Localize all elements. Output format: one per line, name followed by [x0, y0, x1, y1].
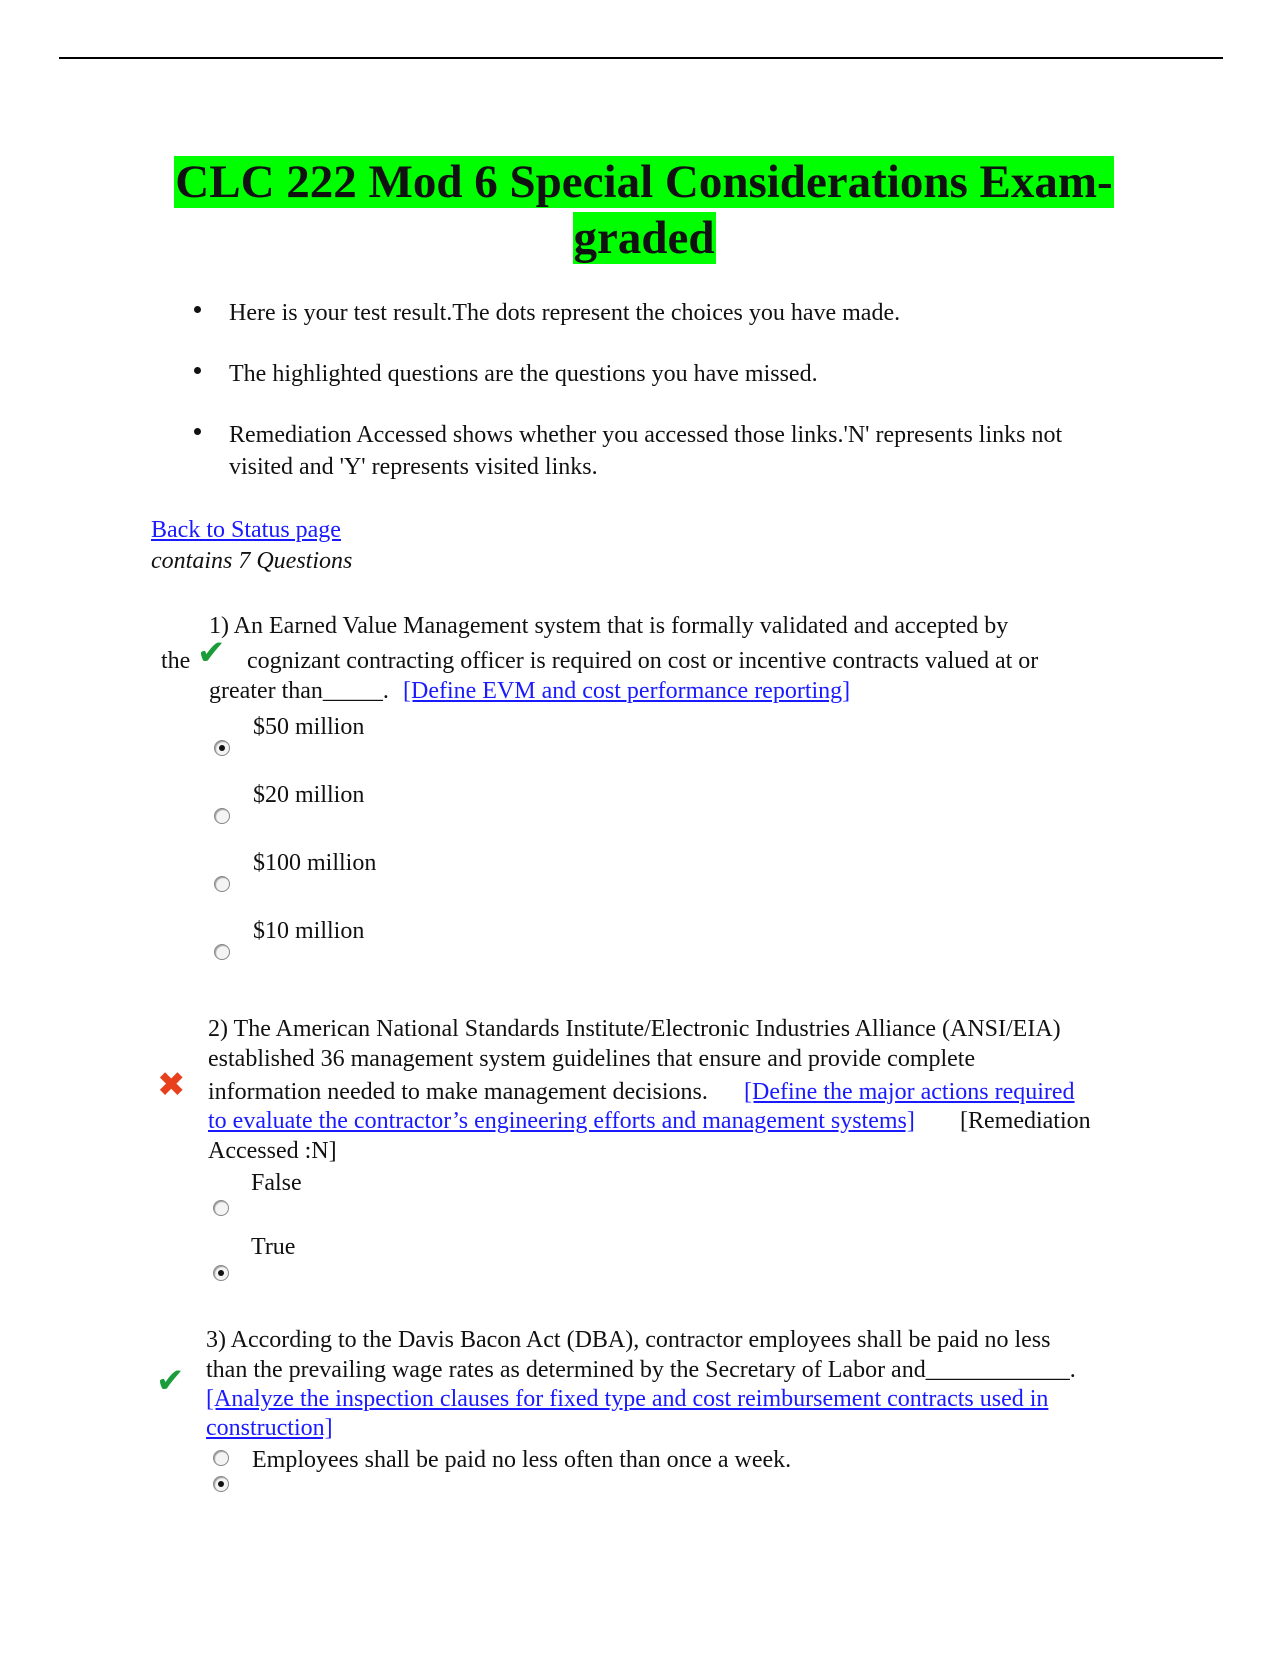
bullet-dot — [194, 428, 201, 435]
info-bullet: Here is your test result.The dots represent the choices you have made. — [229, 300, 901, 326]
q1-text: cognizant contracting officer is required on cost or incentive contracts valued at or — [247, 648, 1039, 674]
q3-option-label: Employees shall be paid no less often than once a week. — [252, 1447, 792, 1473]
q1-option-radio[interactable] — [214, 944, 230, 960]
q3-text: 3) According to the Davis Bacon Act (DBA), contractor employees shall be paid no less — [206, 1327, 1051, 1353]
q2-text: established 36 management system guidelines that ensure and provide complete — [208, 1046, 976, 1072]
q1-text: 1) An Earned Value Management system that is formally validated and accepted by — [209, 613, 1009, 639]
back-to-status-link[interactable]: Back to Status page — [151, 517, 341, 543]
q2-option-radio[interactable] — [213, 1200, 229, 1216]
q2-option-label: False — [251, 1170, 302, 1196]
q2-text: 2) The American National Standards Institute/Electronic Industries Alliance (ANSI/EIA) — [208, 1016, 1061, 1042]
q2-remediation-link[interactable]: [Define the major actions required — [744, 1079, 1075, 1105]
q3-option-radio[interactable] — [213, 1476, 229, 1492]
q3-remediation-link[interactable]: [Analyze the inspection clauses for fixed type and cost reimbursement contracts used in — [206, 1386, 1049, 1412]
q1-option-label: $50 million — [253, 714, 365, 740]
q2-remediation-status-cont: Accessed :N] — [208, 1138, 337, 1164]
check-icon: ✔ — [156, 1361, 185, 1401]
q3-remediation-link-cont[interactable]: construction] — [206, 1415, 333, 1441]
bullet-dot — [194, 367, 201, 374]
q1-option-radio[interactable] — [214, 876, 230, 892]
q2-remediation-status: [Remediation — [960, 1108, 1091, 1134]
q2-text: information needed to make management decisions. — [208, 1079, 708, 1105]
title-text: graded — [573, 212, 715, 264]
info-bullet: The highlighted questions are the questions you have missed. — [229, 361, 818, 387]
top-divider — [59, 57, 1223, 59]
info-bullet: Remediation Accessed shows whether you accessed those links.'N' represents links not — [229, 422, 1063, 448]
q1-option-label: $10 million — [253, 918, 365, 944]
q1-remediation-link[interactable]: [Define EVM and cost performance reporting] — [403, 678, 851, 704]
q1-text: greater than_____. — [209, 678, 389, 704]
q1-option-radio[interactable] — [214, 740, 230, 756]
bullet-dot — [194, 306, 201, 313]
q2-option-radio[interactable] — [213, 1265, 229, 1281]
q3-option-radio[interactable] — [213, 1450, 229, 1466]
title-text: CLC 222 Mod 6 Special Considerations Exam- — [175, 156, 1113, 208]
info-bullet-cont: visited and 'Y' represents visited links. — [229, 454, 598, 480]
q3-text: than the prevailing wage rates as determined by the Secretary of Labor and____________. — [206, 1357, 1076, 1383]
check-icon: ✔ — [197, 633, 226, 673]
cross-icon: ✖ — [157, 1065, 186, 1105]
q1-option-label: $20 million — [253, 782, 365, 808]
page-title-line2 — [0, 210, 1280, 266]
q1-option-label: $100 million — [253, 850, 377, 876]
q2-option-label: True — [251, 1234, 296, 1260]
page-title-line1 — [0, 154, 1280, 210]
question-count: contains 7 Questions — [151, 548, 353, 574]
q2-remediation-link-cont[interactable]: to evaluate the contractor’s engineering efforts and management systems] — [208, 1108, 915, 1134]
q1-option-radio[interactable] — [214, 808, 230, 824]
q1-text: the — [161, 648, 191, 674]
